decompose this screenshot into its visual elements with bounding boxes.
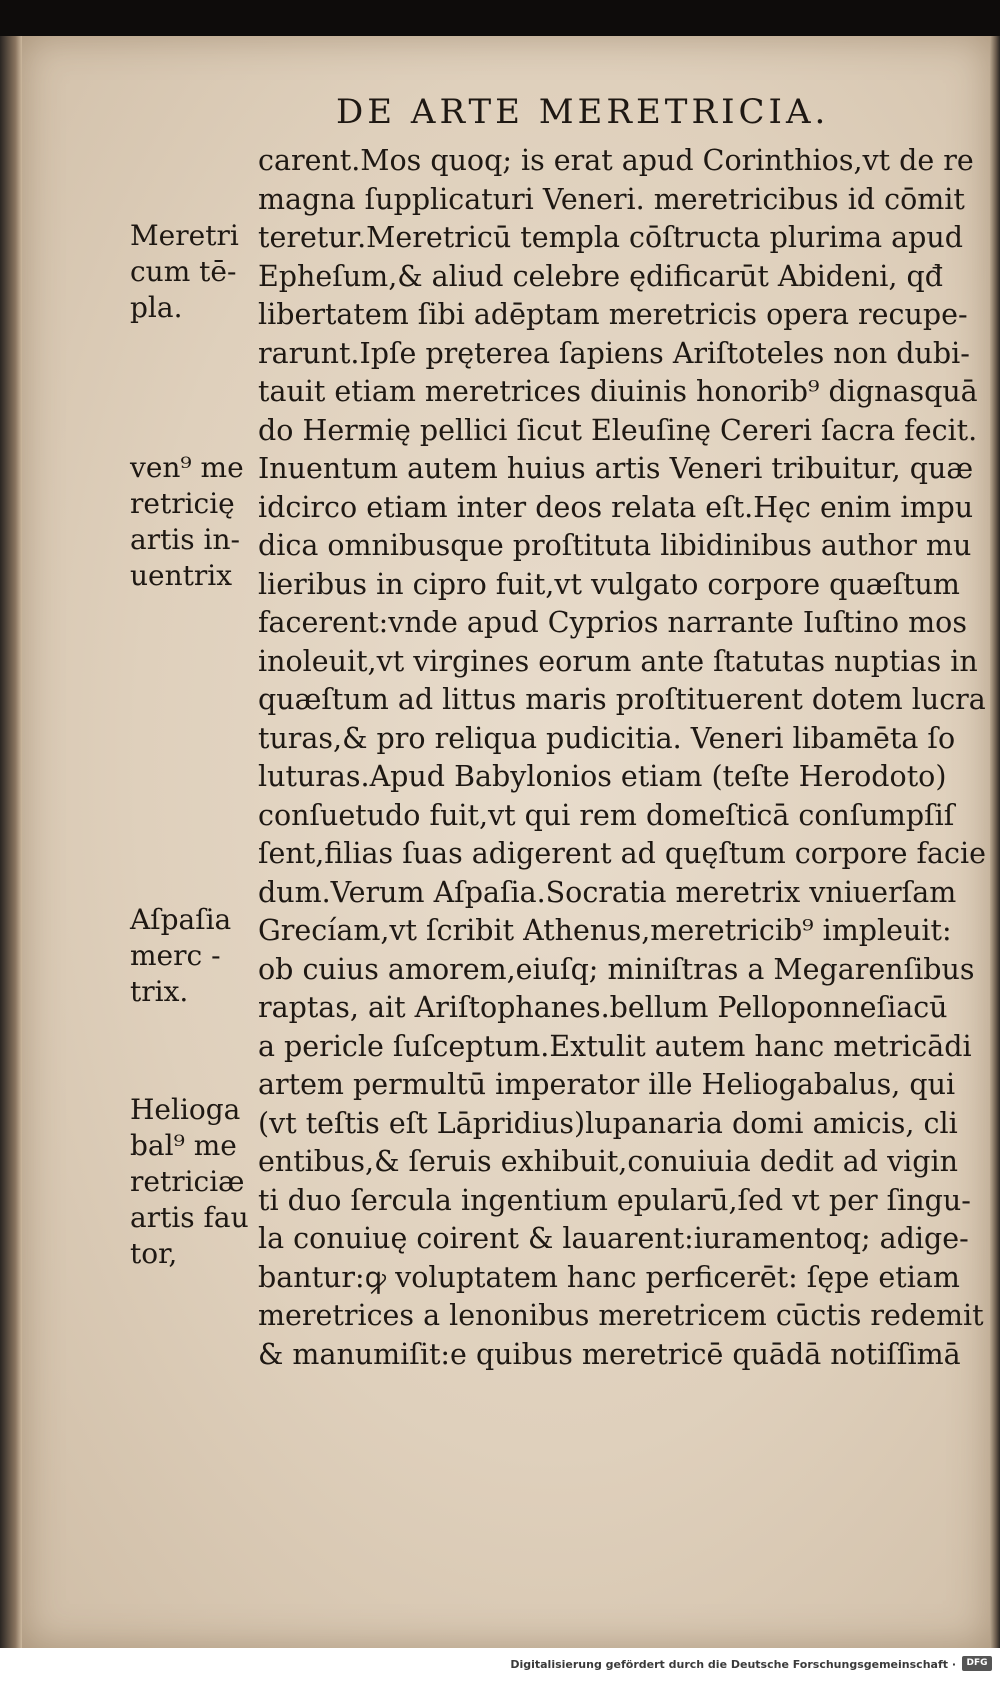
body-line: libertatem ſibi adēptam meretricis opera recupe- [258,298,968,331]
body-line: facerent:vnde apud Cyprios narrante Iuſtino mos [258,606,967,639]
body-line: a pericle ſuſceptum.Extulit autem hanc metricādi [258,1029,972,1063]
body-line: idcirco etiam inter deos relata eſt.Hęc enim impu [258,490,974,524]
body-line: raptas, ait Ariſtophanes.bellum Pelloponneſiacū [258,991,948,1024]
body-line: teretur.Meretricū templa cōſtructa plurima apud [258,221,963,254]
body-line: entibus,& ſeruis exhibuit,conuiuia dedit ad vigin [258,1145,959,1178]
footer-credit: Digitalisierung gefördert durch die Deutsche Forschungsgemeinschaft · [510,1658,956,1671]
body-line: Inuentum autem huius artis Veneri tribuitur, quæ [258,452,974,485]
body-line: artem permultū imperator ille Heliogabalus, qui [258,1068,956,1101]
body-line: rarunt.Ipſe pręterea ſapiens Ariſtoteles non dubi- [258,336,970,370]
body-line: turas,& pro reliqua pudicitia. Veneri libamēta ſo [258,721,956,755]
body-line: inoleuit,vt virgines eorum ante ſtatutas nuptias in [258,644,978,678]
body-line: ſent,filias ſuas adigerent ad quęſtum corpore facie [258,837,986,870]
margin-note-aspasia: Aſpaſia merc - trix. [130,903,232,1008]
body-line: quæſtum ad littus maris proſtituerent dotem lucra [258,683,986,716]
body-line: & manumiſit:e quibus meretricē quādā notiſſimā [258,1337,961,1371]
viewer-top-bar [0,0,1000,40]
body-line: conſuetudo fuit,vt qui rem domeſticā conſumpſiſ [258,798,955,832]
body-text [258,142,986,1374]
body-line: bantur:ꝙ voluptatem hanc perficerēt: ſępe etiam [258,1260,960,1294]
body-line: la conuiuę coirent & lauarent:iuramentoq; adige- [258,1222,969,1255]
body-line: meretrices a lenonibus meretricem cūctis redemit [258,1299,984,1332]
book-gutter [0,36,22,1648]
body-line: carent.Mos quoq; is erat apud Corinthios,vt de re [258,144,974,177]
body-line: Grecíam,vt ſcribit Athenus,meretricib⁹ impleuit: [258,914,952,947]
body-line: dica omnibusque proſtituta libidinibus author mu [258,529,972,562]
margin-note-heliogabalus: Helioga bal⁹ me retriciæ artis fau tor, [130,1093,249,1270]
footer-bar [0,1648,1000,1681]
body-line: (vt teſtis eſt Lāpridius)lupanaria domi amicis, cli [258,1106,958,1140]
body-line: ti duo ſercula ingentium epularū,ſed vt per ſingu- [258,1183,971,1217]
dfg-logo-icon: DFG [962,1656,992,1671]
body-line: do Hermię pellici ſicut Eleuſinę Cereri ſacra fecit. [258,413,978,447]
margin-note-venus-inventrix: ven⁹ me retricię artis in- uentrix [130,451,244,592]
body-line: tauit etiam meretrices diuinis honorib⁹ dignasquā [258,375,978,408]
body-line: magna ſupplicaturi Veneri. meretricibus id cōmit [258,182,965,216]
body-line: Epheſum,& aliud celebre ędificarūt Abideni, qđ [258,259,943,293]
body-line: lieribus in cipro fuit,vt vulgato corpore quæſtum [258,567,960,601]
margin-note-meretricum-templa: Meretri cum tē- pla. [130,219,239,324]
page-edge [990,36,1000,1648]
body-line: dum.Verum Aſpaſia.Socratia meretrix vniuerſam [258,875,957,909]
body-line: ob cuius amorem,eiuſq; miniſtras a Megarenſibus [258,952,975,986]
body-line: luturas.Apud Babylonios etiam (teſte Herodoto) [258,760,947,793]
running-head: DE ARTE MERETRICIA. [336,92,830,132]
